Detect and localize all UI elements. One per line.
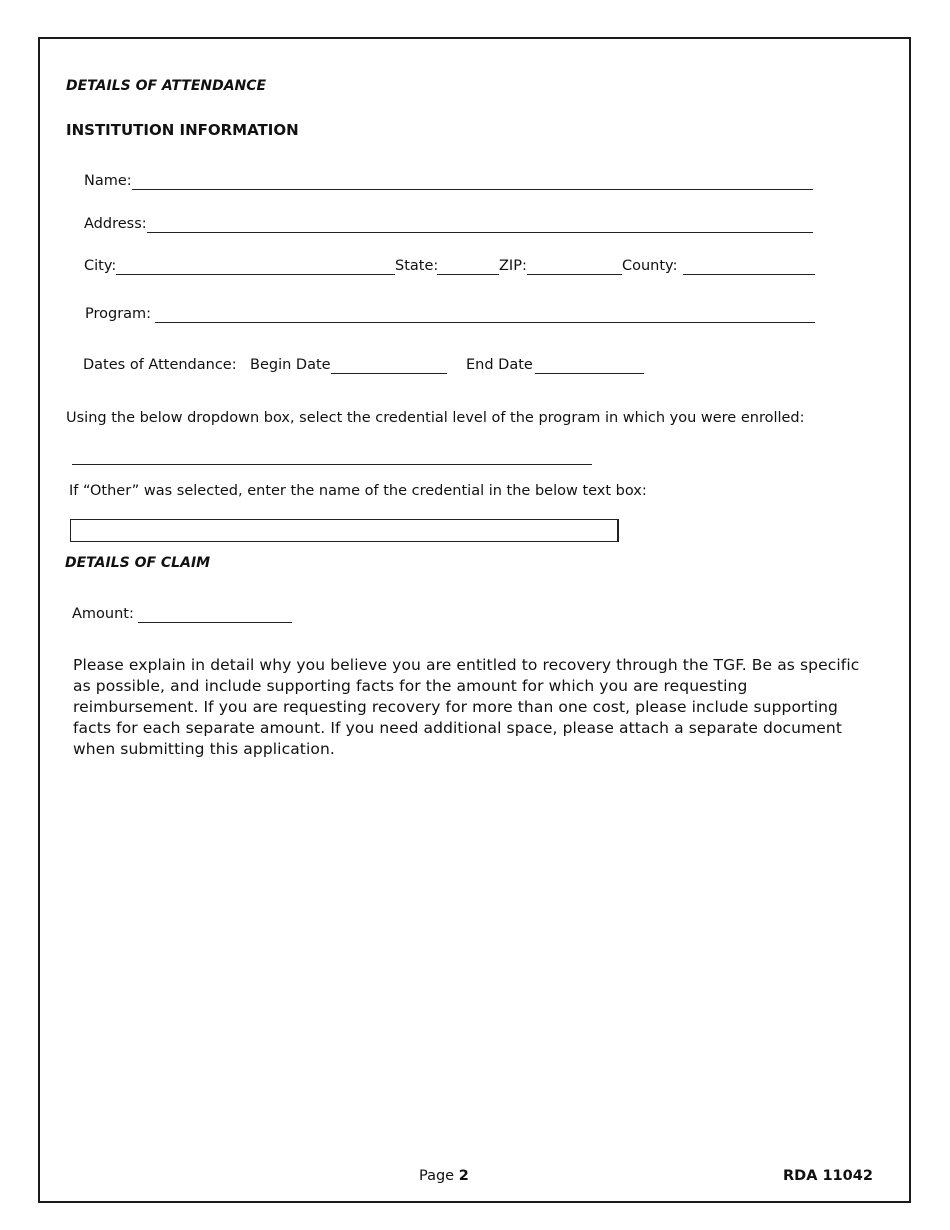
other-credential-input[interactable] (70, 519, 619, 542)
amount-field[interactable] (138, 622, 292, 623)
attendance-section-title: DETAILS OF ATTENDANCE (66, 78, 267, 94)
dates-of-attendance-label: Dates of Attendance: (83, 357, 237, 373)
other-credential-instruction: If “Other” was selected, enter the name of the credential in the below text box: (69, 483, 647, 499)
zip-label: ZIP: (499, 258, 527, 274)
address-field[interactable] (147, 232, 813, 233)
county-field[interactable] (683, 274, 815, 275)
credential-dropdown[interactable] (72, 464, 592, 465)
program-field[interactable] (155, 322, 815, 323)
claim-section-title: DETAILS OF CLAIM (65, 555, 211, 571)
end-date-label: End Date (466, 357, 533, 373)
city-label: City: (84, 258, 117, 274)
zip-field[interactable] (527, 274, 622, 275)
page-number-value: 2 (458, 1168, 469, 1184)
page-border (38, 37, 911, 1203)
institution-section-title: INSTITUTION INFORMATION (66, 121, 299, 139)
name-field[interactable] (132, 189, 813, 190)
name-label: Name: (84, 173, 132, 189)
begin-date-label: Begin Date (250, 357, 331, 373)
credential-instruction: Using the below dropdown box, select the credential level of the program in which you were enrolled: (66, 410, 805, 426)
amount-label: Amount: (72, 606, 134, 622)
page-label: Page (419, 1168, 455, 1184)
page-number (419, 1168, 469, 1184)
state-label: State: (395, 258, 439, 274)
county-label: County: (622, 258, 678, 274)
state-field[interactable] (437, 274, 499, 275)
address-label: Address: (84, 216, 147, 232)
form-code: RDA 11042 (783, 1168, 873, 1184)
claim-explanation-text: Please explain in detail why you believe you are entitled to recovery through the TGF. Be as specific as possible, and include supporting facts for the amount for which you are requesting reimbursement. If you are requesting recovery for more than one cost, please include supporting facts for each separate amount. If you need additional space, please attach a separate document when submitting this application. (73, 656, 860, 758)
city-field[interactable] (116, 274, 395, 275)
begin-date-field[interactable] (331, 373, 447, 374)
program-label: Program: (85, 306, 152, 322)
end-date-field[interactable] (535, 373, 644, 374)
